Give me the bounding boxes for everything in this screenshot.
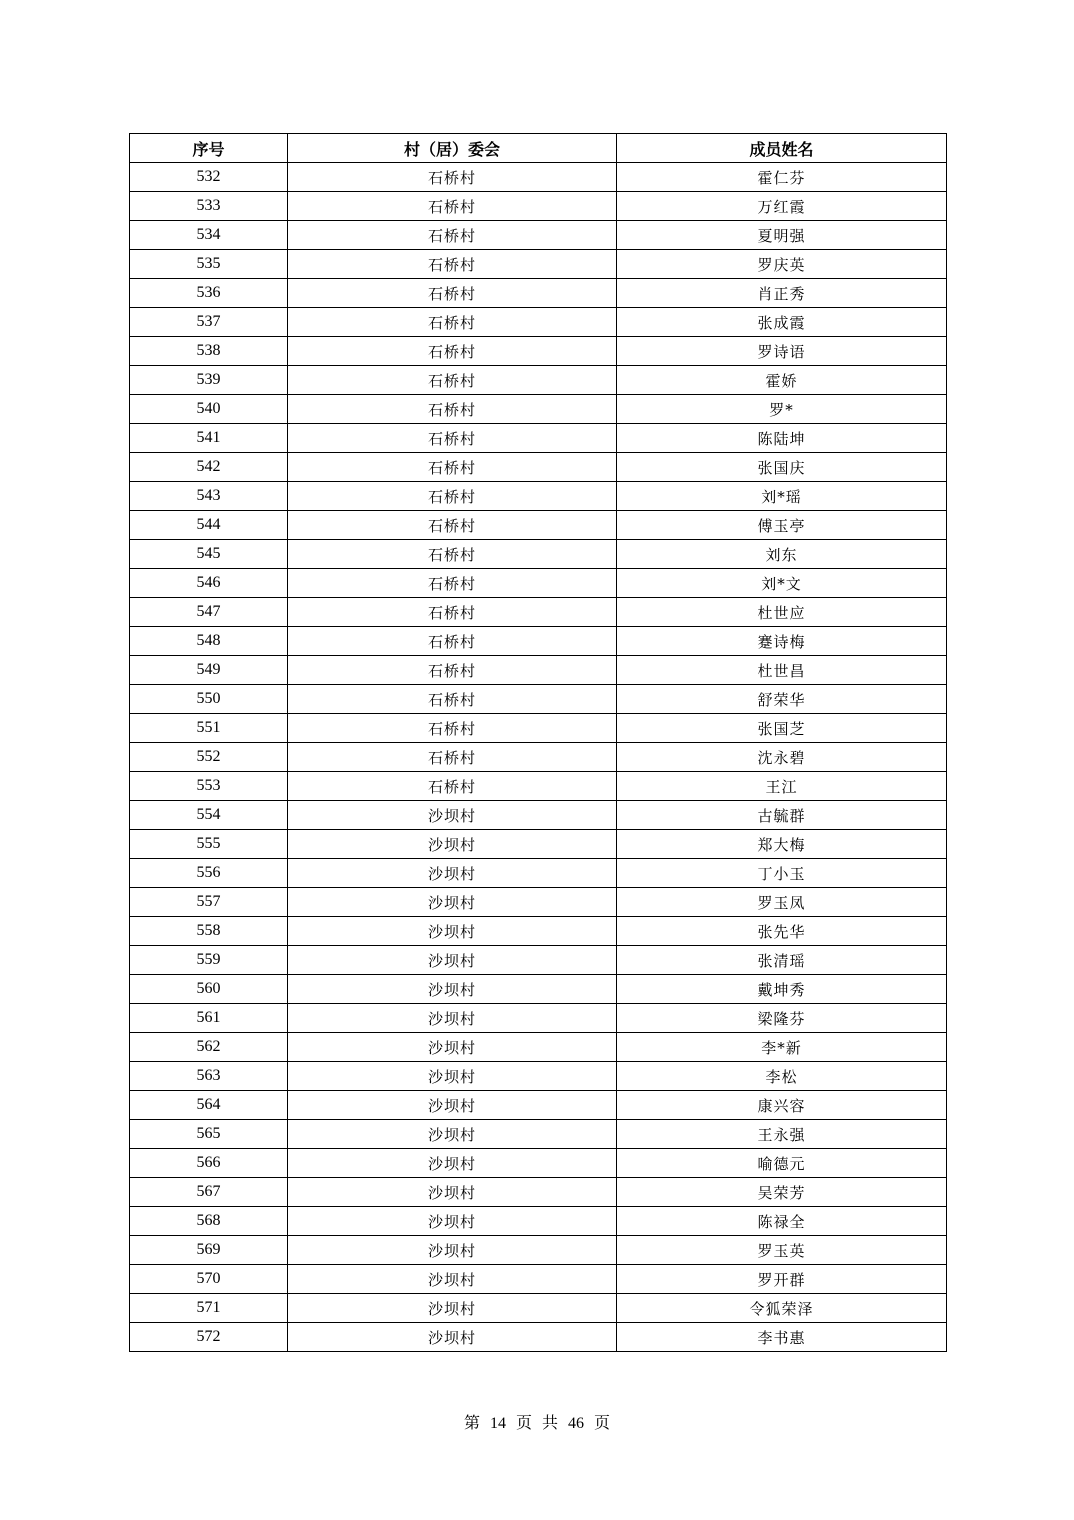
member-table bbox=[129, 133, 947, 1352]
cell-serial-number: 565 bbox=[130, 1120, 288, 1149]
table-row bbox=[130, 1091, 947, 1120]
cell-serial-number: 545 bbox=[130, 540, 288, 569]
cell-member-name: 丁小玉 bbox=[617, 859, 947, 888]
cell-member-name: 刘东 bbox=[617, 540, 947, 569]
cell-village: 石桥村 bbox=[288, 250, 617, 279]
table-row bbox=[130, 656, 947, 685]
table-row bbox=[130, 1033, 947, 1062]
cell-village: 沙坝村 bbox=[288, 1323, 617, 1352]
cell-serial-number: 537 bbox=[130, 308, 288, 337]
cell-serial-number: 542 bbox=[130, 453, 288, 482]
cell-serial-number: 571 bbox=[130, 1294, 288, 1323]
table-row bbox=[130, 279, 947, 308]
table-row bbox=[130, 395, 947, 424]
table-row bbox=[130, 1207, 947, 1236]
cell-member-name: 罗庆英 bbox=[617, 250, 947, 279]
table-row bbox=[130, 888, 947, 917]
cell-serial-number: 541 bbox=[130, 424, 288, 453]
table-row bbox=[130, 1178, 947, 1207]
cell-member-name: 舒荣华 bbox=[617, 685, 947, 714]
table-row bbox=[130, 1294, 947, 1323]
table-row bbox=[130, 714, 947, 743]
cell-serial-number: 561 bbox=[130, 1004, 288, 1033]
cell-member-name: 罗开群 bbox=[617, 1265, 947, 1294]
table-row bbox=[130, 1062, 947, 1091]
cell-serial-number: 546 bbox=[130, 569, 288, 598]
cell-member-name: 张清瑶 bbox=[617, 946, 947, 975]
table-row bbox=[130, 540, 947, 569]
cell-member-name: 张先华 bbox=[617, 917, 947, 946]
table-row bbox=[130, 627, 947, 656]
table-row bbox=[130, 192, 947, 221]
table-row bbox=[130, 772, 947, 801]
cell-serial-number: 566 bbox=[130, 1149, 288, 1178]
cell-village: 石桥村 bbox=[288, 685, 617, 714]
cell-village: 石桥村 bbox=[288, 656, 617, 685]
cell-serial-number: 560 bbox=[130, 975, 288, 1004]
table-row bbox=[130, 917, 947, 946]
table-row bbox=[130, 250, 947, 279]
table-row bbox=[130, 975, 947, 1004]
cell-serial-number: 534 bbox=[130, 221, 288, 250]
cell-member-name: 郑大梅 bbox=[617, 830, 947, 859]
table-row bbox=[130, 482, 947, 511]
cell-village: 石桥村 bbox=[288, 221, 617, 250]
footer-ye: 页 bbox=[515, 1413, 532, 1432]
cell-village: 石桥村 bbox=[288, 308, 617, 337]
cell-serial-number: 536 bbox=[130, 279, 288, 308]
footer-gong: 共 bbox=[542, 1413, 559, 1432]
cell-village: 石桥村 bbox=[288, 772, 617, 801]
cell-village: 石桥村 bbox=[288, 395, 617, 424]
cell-village: 沙坝村 bbox=[288, 946, 617, 975]
cell-village: 沙坝村 bbox=[288, 1265, 617, 1294]
cell-serial-number: 533 bbox=[130, 192, 288, 221]
cell-serial-number: 549 bbox=[130, 656, 288, 685]
cell-village: 沙坝村 bbox=[288, 888, 617, 917]
cell-member-name: 沈永碧 bbox=[617, 743, 947, 772]
cell-serial-number: 569 bbox=[130, 1236, 288, 1265]
cell-village: 石桥村 bbox=[288, 163, 617, 192]
cell-village: 沙坝村 bbox=[288, 1207, 617, 1236]
cell-serial-number: 558 bbox=[130, 917, 288, 946]
table-row bbox=[130, 337, 947, 366]
table-row bbox=[130, 569, 947, 598]
cell-member-name: 张国芝 bbox=[617, 714, 947, 743]
cell-serial-number: 547 bbox=[130, 598, 288, 627]
table-row bbox=[130, 946, 947, 975]
cell-village: 石桥村 bbox=[288, 366, 617, 395]
table-row bbox=[130, 1004, 947, 1033]
footer-di: 第 bbox=[463, 1413, 480, 1432]
cell-member-name: 康兴容 bbox=[617, 1091, 947, 1120]
header-member-name: 成员姓名 bbox=[617, 134, 947, 163]
cell-serial-number: 550 bbox=[130, 685, 288, 714]
cell-village: 石桥村 bbox=[288, 540, 617, 569]
cell-serial-number: 538 bbox=[130, 337, 288, 366]
cell-member-name: 蹇诗梅 bbox=[617, 627, 947, 656]
table-header-row bbox=[130, 134, 947, 163]
cell-village: 沙坝村 bbox=[288, 801, 617, 830]
cell-member-name: 张国庆 bbox=[617, 453, 947, 482]
cell-member-name: 刘*瑶 bbox=[617, 482, 947, 511]
cell-village: 沙坝村 bbox=[288, 1033, 617, 1062]
cell-village: 沙坝村 bbox=[288, 1120, 617, 1149]
cell-member-name: 古毓群 bbox=[617, 801, 947, 830]
cell-member-name: 傅玉亭 bbox=[617, 511, 947, 540]
cell-village: 沙坝村 bbox=[288, 830, 617, 859]
cell-village: 沙坝村 bbox=[288, 1294, 617, 1323]
table-row bbox=[130, 743, 947, 772]
cell-member-name: 霍娇 bbox=[617, 366, 947, 395]
cell-village: 石桥村 bbox=[288, 511, 617, 540]
table-row bbox=[130, 685, 947, 714]
cell-village: 沙坝村 bbox=[288, 1236, 617, 1265]
table-row bbox=[130, 1149, 947, 1178]
cell-village: 石桥村 bbox=[288, 192, 617, 221]
cell-member-name: 万红霞 bbox=[617, 192, 947, 221]
cell-serial-number: 564 bbox=[130, 1091, 288, 1120]
cell-serial-number: 557 bbox=[130, 888, 288, 917]
cell-member-name: 杜世昌 bbox=[617, 656, 947, 685]
cell-member-name: 梁隆芬 bbox=[617, 1004, 947, 1033]
cell-member-name: 刘*文 bbox=[617, 569, 947, 598]
cell-member-name: 李*新 bbox=[617, 1033, 947, 1062]
cell-village: 沙坝村 bbox=[288, 975, 617, 1004]
header-serial-number: 序号 bbox=[130, 134, 288, 163]
cell-village: 沙坝村 bbox=[288, 1062, 617, 1091]
cell-village: 石桥村 bbox=[288, 627, 617, 656]
cell-member-name: 罗玉英 bbox=[617, 1236, 947, 1265]
cell-member-name: 张成霞 bbox=[617, 308, 947, 337]
cell-member-name: 王江 bbox=[617, 772, 947, 801]
cell-serial-number: 554 bbox=[130, 801, 288, 830]
table-row bbox=[130, 1323, 947, 1352]
cell-serial-number: 553 bbox=[130, 772, 288, 801]
table-row bbox=[130, 598, 947, 627]
table-row bbox=[130, 1236, 947, 1265]
cell-serial-number: 544 bbox=[130, 511, 288, 540]
cell-serial-number: 568 bbox=[130, 1207, 288, 1236]
cell-member-name: 喻德元 bbox=[617, 1149, 947, 1178]
table-row bbox=[130, 1265, 947, 1294]
cell-serial-number: 559 bbox=[130, 946, 288, 975]
table-row bbox=[130, 424, 947, 453]
cell-village: 沙坝村 bbox=[288, 1091, 617, 1120]
cell-serial-number: 539 bbox=[130, 366, 288, 395]
table-row bbox=[130, 453, 947, 482]
table-row bbox=[130, 366, 947, 395]
cell-member-name: 罗玉凤 bbox=[617, 888, 947, 917]
table-row bbox=[130, 830, 947, 859]
cell-serial-number: 572 bbox=[130, 1323, 288, 1352]
cell-member-name: 陈陆坤 bbox=[617, 424, 947, 453]
cell-village: 石桥村 bbox=[288, 337, 617, 366]
cell-member-name: 霍仁芬 bbox=[617, 163, 947, 192]
table-row bbox=[130, 859, 947, 888]
cell-member-name: 肖正秀 bbox=[617, 279, 947, 308]
cell-village: 沙坝村 bbox=[288, 1004, 617, 1033]
cell-serial-number: 540 bbox=[130, 395, 288, 424]
cell-village: 石桥村 bbox=[288, 569, 617, 598]
table-row bbox=[130, 801, 947, 830]
cell-village: 沙坝村 bbox=[288, 859, 617, 888]
cell-member-name: 夏明强 bbox=[617, 221, 947, 250]
cell-member-name: 罗* bbox=[617, 395, 947, 424]
cell-member-name: 罗诗语 bbox=[617, 337, 947, 366]
table-row bbox=[130, 511, 947, 540]
footer-total-pages: 46 bbox=[568, 1415, 585, 1432]
cell-village: 石桥村 bbox=[288, 279, 617, 308]
cell-member-name: 李松 bbox=[617, 1062, 947, 1091]
cell-serial-number: 548 bbox=[130, 627, 288, 656]
cell-member-name: 李书惠 bbox=[617, 1323, 947, 1352]
cell-member-name: 王永强 bbox=[617, 1120, 947, 1149]
cell-village: 石桥村 bbox=[288, 424, 617, 453]
cell-serial-number: 567 bbox=[130, 1178, 288, 1207]
cell-serial-number: 552 bbox=[130, 743, 288, 772]
cell-village: 石桥村 bbox=[288, 714, 617, 743]
cell-village: 石桥村 bbox=[288, 482, 617, 511]
cell-serial-number: 570 bbox=[130, 1265, 288, 1294]
cell-serial-number: 562 bbox=[130, 1033, 288, 1062]
footer-current-page: 14 bbox=[489, 1415, 506, 1432]
cell-serial-number: 563 bbox=[130, 1062, 288, 1091]
cell-member-name: 戴坤秀 bbox=[617, 975, 947, 1004]
header-village-committee: 村（居）委会 bbox=[288, 134, 617, 163]
table-row bbox=[130, 308, 947, 337]
cell-serial-number: 543 bbox=[130, 482, 288, 511]
cell-serial-number: 535 bbox=[130, 250, 288, 279]
table-row bbox=[130, 163, 947, 192]
cell-village: 石桥村 bbox=[288, 598, 617, 627]
cell-member-name: 陈禄全 bbox=[617, 1207, 947, 1236]
cell-village: 石桥村 bbox=[288, 743, 617, 772]
cell-serial-number: 551 bbox=[130, 714, 288, 743]
cell-serial-number: 555 bbox=[130, 830, 288, 859]
table-row bbox=[130, 1120, 947, 1149]
page-footer bbox=[0, 1410, 1074, 1433]
cell-serial-number: 556 bbox=[130, 859, 288, 888]
table-body bbox=[130, 163, 947, 1352]
cell-member-name: 令狐荣泽 bbox=[617, 1294, 947, 1323]
cell-village: 沙坝村 bbox=[288, 917, 617, 946]
cell-village: 沙坝村 bbox=[288, 1149, 617, 1178]
table-row bbox=[130, 221, 947, 250]
cell-member-name: 杜世应 bbox=[617, 598, 947, 627]
footer-ye-total: 页 bbox=[594, 1413, 611, 1432]
cell-village: 沙坝村 bbox=[288, 1178, 617, 1207]
cell-serial-number: 532 bbox=[130, 163, 288, 192]
cell-village: 石桥村 bbox=[288, 453, 617, 482]
cell-member-name: 吴荣芳 bbox=[617, 1178, 947, 1207]
